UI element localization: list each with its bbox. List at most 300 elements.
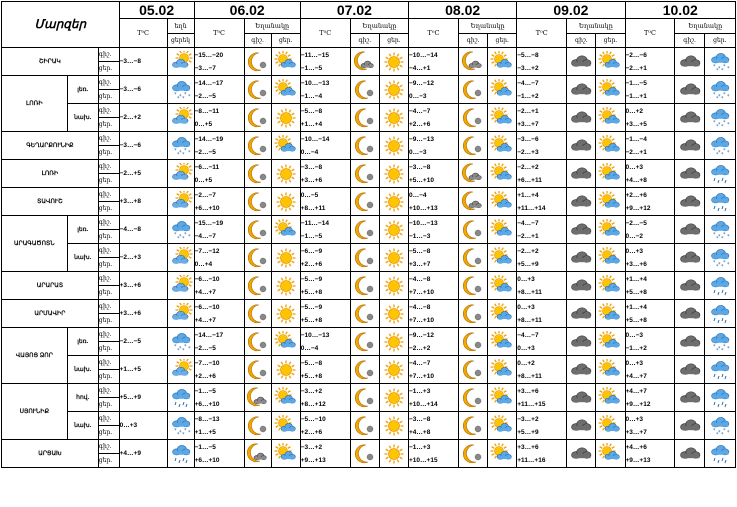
- night-temperature: −6…−10: [194, 275, 220, 283]
- temperature-cell: [300, 76, 350, 104]
- svg-text:*: *: [720, 347, 724, 353]
- day-temperature: +2…+6: [300, 260, 323, 268]
- snow-icon: [704, 412, 735, 440]
- night-temperature: −4…−7: [409, 359, 431, 367]
- day-temperature: +9…+13: [625, 456, 651, 464]
- night-temperature: 0…−4: [409, 191, 427, 199]
- night-temperature: −14…−17: [194, 79, 224, 87]
- night-col-header: գիշ.: [458, 34, 487, 48]
- moon-icon: [350, 76, 379, 104]
- temperature-cell: [409, 272, 459, 300]
- svg-text:*: *: [717, 429, 721, 436]
- temperature-cell: [625, 132, 675, 160]
- night-temperature: −6…−10: [194, 303, 220, 311]
- moon-icon: [244, 132, 271, 160]
- temperature-cell: [119, 356, 167, 384]
- night-temperature: −4…−8: [409, 303, 431, 311]
- date-header: 05.02: [119, 2, 194, 19]
- moon-cloud-icon: [458, 160, 487, 188]
- rain-icon: [704, 160, 735, 188]
- svg-text:*: *: [183, 231, 187, 238]
- sun-cloud-icon: [271, 216, 300, 244]
- night-temperature: −5…−8: [300, 359, 323, 367]
- night-temperature: −3…+2: [517, 415, 539, 423]
- night-temperature: −2…+2: [517, 247, 539, 255]
- cloud-icon: [675, 440, 704, 468]
- svg-text:*: *: [726, 345, 730, 352]
- night-temperature: −10…−13: [300, 79, 330, 87]
- rain-icon: [704, 300, 735, 328]
- temperature-cell: [300, 440, 350, 468]
- day-temperature: −2…−5: [194, 92, 216, 100]
- night-temperature: −3…−8: [300, 163, 323, 171]
- sun-icon: [271, 356, 300, 384]
- moon-icon: [458, 244, 487, 272]
- night-temperature: −9…−13: [409, 135, 434, 143]
- day-temperature: +6…+11: [517, 176, 542, 184]
- sun-icon: [379, 384, 408, 412]
- day-temperature: +8…+11: [517, 372, 542, 380]
- zone-label: նախ.: [67, 412, 98, 440]
- temperature-cell: [119, 244, 167, 272]
- night-temperature: −4…−7: [409, 107, 431, 115]
- date-header: 09.02: [517, 2, 625, 19]
- sun-cloud-icon: [271, 132, 300, 160]
- day-col-header: ցեր.: [271, 34, 300, 48]
- sun-cloud-icon: [596, 76, 625, 104]
- svg-text:*: *: [173, 231, 177, 238]
- region-name: ԱՐՑԱԽ: [2, 440, 99, 468]
- night-temperature: −8…−13: [194, 415, 220, 423]
- time-of-day-label: գիշ.: [98, 384, 119, 398]
- snow-icon: [704, 328, 735, 356]
- sun-cloud-icon: [596, 104, 625, 132]
- moon-icon: [350, 412, 379, 440]
- day-temperature: +6…+10: [194, 456, 220, 464]
- weather-col-header: եղն: [167, 19, 194, 34]
- sun-cloud-icon: [488, 188, 517, 216]
- cloud-icon: [675, 244, 704, 272]
- night-temperature: +2…+6: [625, 191, 647, 199]
- table-row: [2, 132, 736, 146]
- sun-cloud-icon: [488, 272, 517, 300]
- day-temperature: 0…−3: [409, 92, 427, 100]
- night-temperature: −4…−7: [517, 219, 539, 227]
- cloud-icon: [567, 384, 596, 412]
- night-temperature: 0…+3: [119, 422, 138, 429]
- temperature-cell: [194, 132, 244, 160]
- temperature-cell: [625, 272, 675, 300]
- forecast-table: [1, 1, 736, 468]
- day-temperature: 0…+4: [194, 260, 213, 268]
- temperature-cell: [119, 160, 167, 188]
- temperature-cell: [517, 76, 567, 104]
- svg-text:*: *: [722, 231, 726, 238]
- region-name: ՎԱՅՈՑ ՁՈՐ: [2, 328, 68, 384]
- temperature-cell: [194, 216, 244, 244]
- temperature-cell: [194, 104, 244, 132]
- table-row: [2, 328, 736, 342]
- time-of-day-label: գիշ.: [98, 160, 119, 174]
- svg-text:*: *: [722, 63, 726, 70]
- cloud-icon: [567, 48, 596, 76]
- temperature-cell: [300, 412, 350, 440]
- svg-text:*: *: [183, 147, 187, 154]
- moon-icon: [458, 356, 487, 384]
- svg-text:*: *: [176, 95, 180, 101]
- svg-text:*: *: [181, 151, 185, 157]
- day-temperature: +5…+8: [300, 288, 323, 296]
- time-of-day-label: ցեր.: [98, 426, 119, 440]
- night-temperature: −5…−8: [517, 51, 539, 59]
- day-temperature: +8…+11: [300, 204, 326, 212]
- sun-icon: [379, 76, 408, 104]
- temperature-cell: [625, 412, 675, 440]
- night-temperature: −5…−8: [300, 107, 323, 115]
- night-temperature: −1…−5: [194, 443, 216, 451]
- night-temperature: 0…+3: [517, 275, 535, 283]
- day-temperature: +6…+10: [194, 400, 220, 408]
- temperature-cell: [119, 300, 167, 328]
- temperature-cell: [625, 384, 675, 412]
- night-temperature: −15…−19: [194, 219, 224, 227]
- sun-cloud-icon: [271, 328, 300, 356]
- temperature-cell: [625, 300, 675, 328]
- day-temperature: +5…+8: [625, 316, 647, 324]
- temperature-cell: [517, 160, 567, 188]
- partly-sunny-icon: [167, 48, 194, 76]
- partly-sunny-icon: [167, 244, 194, 272]
- night-temperature: −2…−7: [194, 191, 216, 199]
- sun-cloud-icon: [596, 48, 625, 76]
- day-temperature: −1…+1: [625, 92, 647, 100]
- svg-text:*: *: [181, 95, 185, 101]
- night-temperature: −3…−6: [119, 142, 141, 149]
- svg-text:*: *: [717, 345, 721, 352]
- cloud-icon: [675, 104, 704, 132]
- table-row: [2, 300, 736, 314]
- svg-text:*: *: [181, 235, 185, 241]
- moon-icon: [350, 356, 379, 384]
- moon-icon: [458, 76, 487, 104]
- table-row: [2, 76, 736, 90]
- sun-icon: [379, 160, 408, 188]
- zone-label: նախ.: [67, 356, 98, 384]
- moon-icon: [350, 272, 379, 300]
- svg-text:*: *: [720, 95, 724, 101]
- temperature-cell: [119, 132, 167, 160]
- night-temperature: −2…+1: [517, 107, 539, 115]
- svg-text:*: *: [178, 233, 182, 240]
- night-temperature: 0…+3: [625, 359, 644, 367]
- temperature-cell: [409, 328, 459, 356]
- temperature-cell: [300, 300, 350, 328]
- cloud-icon: [567, 160, 596, 188]
- day-temperature: +4…+8: [625, 176, 647, 184]
- temperature-cell: [625, 328, 675, 356]
- temperature-cell: [409, 384, 459, 412]
- temp-col-header: T⁰C: [300, 19, 350, 48]
- cloud-icon: [675, 300, 704, 328]
- time-of-day-label: գիշ.: [98, 132, 119, 146]
- snow-icon: [167, 328, 194, 356]
- day-temperature: −1…−5: [300, 64, 323, 72]
- moon-icon: [244, 160, 271, 188]
- day-temperature: +2…+6: [194, 372, 216, 380]
- svg-text:*: *: [720, 263, 724, 269]
- temperature-cell: [119, 384, 167, 412]
- snow-icon: [167, 132, 194, 160]
- temperature-cell: [517, 412, 567, 440]
- svg-text:*: *: [187, 429, 191, 436]
- temperature-cell: [119, 48, 167, 76]
- temperature-cell: [194, 188, 244, 216]
- time-of-day-label: ցեր.: [98, 202, 119, 216]
- night-temperature: −5…−10: [300, 415, 326, 423]
- region-name: ՏԱՎՈՒՇ: [2, 188, 99, 216]
- sun-cloud-icon: [596, 300, 625, 328]
- sun-icon: [379, 440, 408, 468]
- day-temperature: +3…+5: [625, 120, 647, 128]
- temperature-cell: [517, 328, 567, 356]
- sun-icon: [379, 272, 408, 300]
- svg-text:*: *: [712, 427, 716, 434]
- table-row: [2, 412, 736, 426]
- time-of-day-label: ցեր.: [98, 370, 119, 384]
- svg-text:*: *: [715, 431, 719, 437]
- day-temperature: +1…+4: [300, 120, 323, 128]
- partly-sunny-icon: [167, 104, 194, 132]
- time-of-day-label: ցեր.: [98, 90, 119, 104]
- svg-text:*: *: [181, 431, 185, 437]
- temperature-cell: [409, 244, 459, 272]
- moon-cloud-icon: [350, 48, 379, 76]
- night-temperature: +1…+4: [625, 275, 647, 283]
- sun-icon: [379, 216, 408, 244]
- region-name: ԼՈՌԻ: [2, 76, 68, 132]
- sun-cloud-icon: [488, 412, 517, 440]
- night-temperature: 0…+3: [625, 247, 644, 255]
- svg-text:*: *: [726, 93, 730, 100]
- sun-cloud-icon: [488, 160, 517, 188]
- temperature-cell: [409, 76, 459, 104]
- moon-icon: [350, 328, 379, 356]
- sun-icon: [271, 188, 300, 216]
- day-temperature: +6…+10: [194, 204, 220, 212]
- temperature-cell: [119, 76, 167, 104]
- moon-cloud-icon: [244, 440, 271, 468]
- cloud-icon: [567, 440, 596, 468]
- sun-cloud-icon: [488, 328, 517, 356]
- svg-text:*: *: [176, 235, 180, 241]
- night-temperature: −3…−6: [517, 135, 539, 143]
- temperature-cell: [409, 216, 459, 244]
- rain-icon: [167, 440, 194, 468]
- temperature-cell: [300, 132, 350, 160]
- temperature-cell: [300, 104, 350, 132]
- svg-text:*: *: [715, 151, 719, 157]
- night-col-header: գիշ.: [244, 34, 271, 48]
- night-temperature: −3…−8: [409, 415, 431, 423]
- svg-text:*: *: [178, 429, 182, 436]
- day-temperature: +10…+14: [409, 400, 438, 408]
- sun-cloud-icon: [488, 356, 517, 384]
- cloud-icon: [675, 160, 704, 188]
- night-temperature: −7…−10: [194, 359, 220, 367]
- partly-sunny-icon: [167, 300, 194, 328]
- night-temperature: −3…+2: [300, 443, 323, 451]
- night-temperature: −5…−8: [409, 247, 431, 255]
- day-temperature: −3…−7: [194, 64, 216, 72]
- temperature-cell: [119, 216, 167, 244]
- temp-col-header: T⁰C: [119, 19, 167, 48]
- time-of-day-label: ցեր.: [98, 118, 119, 132]
- day-temperature: −1…+2: [517, 92, 539, 100]
- svg-text:*: *: [178, 93, 182, 100]
- temperature-cell: [300, 384, 350, 412]
- cloud-icon: [567, 412, 596, 440]
- svg-text:*: *: [715, 123, 719, 129]
- temperature-cell: [194, 76, 244, 104]
- day-temperature: +5…+9: [517, 260, 539, 268]
- moon-icon: [458, 132, 487, 160]
- night-temperature: −7…−12: [194, 247, 220, 255]
- temperature-cell: [409, 48, 459, 76]
- svg-text:*: *: [726, 261, 730, 268]
- sun-cloud-icon: [271, 76, 300, 104]
- rain-icon: [704, 188, 735, 216]
- time-of-day-label: ցեր.: [98, 258, 119, 272]
- moon-icon: [244, 104, 271, 132]
- zone-label: լեռ.: [67, 76, 98, 104]
- partly-sunny-icon: [167, 356, 194, 384]
- sun-cloud-icon: [596, 412, 625, 440]
- zone-label: նախ.: [67, 244, 98, 272]
- svg-text:*: *: [712, 231, 716, 238]
- temperature-cell: [300, 328, 350, 356]
- sun-icon: [271, 160, 300, 188]
- day-temperature: +4…+7: [194, 288, 216, 296]
- day-temperature: +3…+7: [517, 120, 539, 128]
- svg-text:*: *: [722, 147, 726, 154]
- time-of-day-label: գիշ.: [98, 356, 119, 370]
- day-temperature: +2…+6: [300, 428, 323, 436]
- night-temperature: −1…+3: [409, 443, 431, 451]
- day-temperature: −2…+1: [625, 64, 647, 72]
- moon-icon: [350, 160, 379, 188]
- temperature-cell: [625, 160, 675, 188]
- cloud-icon: [675, 356, 704, 384]
- night-col-header: գիշ.: [675, 34, 704, 48]
- day-temperature: +5…+8: [625, 288, 647, 296]
- night-temperature: 0…+3: [625, 415, 644, 423]
- snow-icon: [167, 216, 194, 244]
- cloud-icon: [675, 328, 704, 356]
- sun-cloud-icon: [488, 244, 517, 272]
- svg-text:*: *: [720, 431, 724, 437]
- svg-text:*: *: [187, 149, 191, 156]
- time-of-day-label: գիշ.: [98, 244, 119, 258]
- svg-text:*: *: [720, 67, 724, 73]
- sun-icon: [379, 300, 408, 328]
- region-name: ԱՐՄԱՎԻՐ: [2, 300, 99, 328]
- svg-text:*: *: [187, 233, 191, 240]
- cloud-icon: [675, 216, 704, 244]
- sun-cloud-icon: [488, 440, 517, 468]
- table-row: [2, 48, 736, 62]
- moon-icon: [458, 104, 487, 132]
- forecast-body: [2, 48, 736, 468]
- weather-col-header: Եղանակը: [244, 19, 300, 34]
- time-of-day-label: ցեր.: [98, 342, 119, 356]
- moon-icon: [350, 188, 379, 216]
- moon-icon: [244, 412, 271, 440]
- temperature-cell: [517, 104, 567, 132]
- day-temperature: +8…+11: [517, 288, 542, 296]
- svg-text:*: *: [726, 65, 730, 72]
- day-temperature: −2…+1: [625, 148, 647, 156]
- sun-cloud-icon: [488, 216, 517, 244]
- cloud-icon: [567, 356, 596, 384]
- sun-icon: [379, 356, 408, 384]
- sun-icon: [379, 104, 408, 132]
- temperature-cell: [119, 412, 167, 440]
- sun-cloud-icon: [488, 76, 517, 104]
- night-temperature: −4…−7: [517, 331, 539, 339]
- svg-text:*: *: [712, 63, 716, 70]
- sun-cloud-icon: [271, 48, 300, 76]
- day-temperature: +7…+10: [409, 372, 434, 380]
- night-temperature: −3…+2: [300, 387, 323, 395]
- temperature-cell: [409, 412, 459, 440]
- temperature-cell: [300, 48, 350, 76]
- time-of-day-label: գիշ.: [98, 272, 119, 286]
- night-temperature: −5…−9: [300, 275, 323, 283]
- temperature-cell: [625, 244, 675, 272]
- snow-icon: [704, 104, 735, 132]
- date-header: 07.02: [300, 2, 408, 19]
- moon-icon: [458, 384, 487, 412]
- night-temperature: +4…+9: [119, 450, 141, 457]
- weather-col-header: Եղանակը: [567, 19, 625, 34]
- cloud-icon: [675, 188, 704, 216]
- day-temperature: 0…+5: [194, 176, 213, 184]
- temperature-cell: [625, 104, 675, 132]
- day-temperature: +10…+15: [409, 456, 438, 464]
- cloud-icon: [567, 188, 596, 216]
- night-temperature: −15…−20: [194, 51, 224, 59]
- day-temperature: +5…+8: [300, 372, 323, 380]
- date-header: 10.02: [625, 2, 735, 19]
- temp-col-header: T⁰C: [625, 19, 675, 48]
- weather-col-header: Եղանակը: [350, 19, 408, 34]
- day-temperature: +5…+10: [409, 176, 434, 184]
- night-temperature: −1…−5: [194, 387, 216, 395]
- sun-cloud-icon: [488, 384, 517, 412]
- night-temperature: +1…+4: [517, 191, 539, 199]
- day-temperature: +9…+12: [625, 204, 651, 212]
- svg-text:*: *: [187, 345, 191, 352]
- temperature-cell: [194, 412, 244, 440]
- svg-text:*: *: [715, 95, 719, 101]
- moon-icon: [350, 300, 379, 328]
- night-temperature: +1…+5: [119, 366, 141, 373]
- night-temperature: +5…+9: [119, 394, 141, 401]
- temp-col-header: T⁰C: [517, 19, 567, 48]
- night-col-header: գիշ.: [350, 34, 379, 48]
- night-temperature: 0…+2: [517, 359, 535, 367]
- moon-icon: [458, 216, 487, 244]
